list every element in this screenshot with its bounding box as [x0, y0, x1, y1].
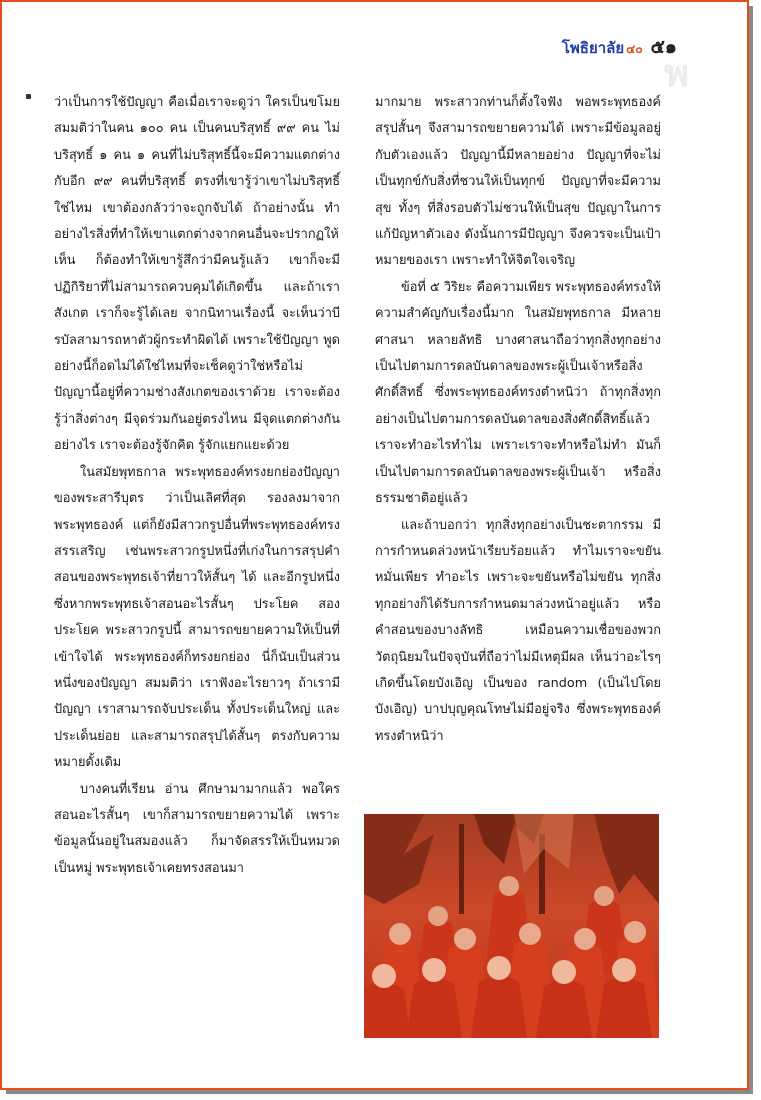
- magazine-logo: [562, 36, 643, 60]
- page-header: [562, 32, 677, 62]
- magazine-issue: ๔๐: [626, 42, 643, 56]
- paragraph: บางคนที่เรียน อ่าน ศึกษามามากแล้ว พอใครสอนอะไรสั้นๆ เขาก็สามารถขยายความได้ เพราะข้อมูลนั้นอยู่ในสมองแล้ว ก็มาจัดสรรให้เป็นหมวดเป็นหมู่ พระพุทธเจ้าเคยทรงสอนมา: [54, 781, 340, 876]
- page-number: ๕๑: [650, 36, 677, 58]
- bullet-mark: [26, 94, 31, 99]
- paragraph: ข้อที่ ๕ วิริยะ คือความเพียร พระพุทธองค์ทรงให้ความสำคัญกับเรื่องนี้มาก ในสมัยพุทธกาล มีหลายศาสนา หลายลัทธิ บางศาสนาถือว่าทุกสิ่งทุกอย่างเป็นไปตามการดลบันดาลของพระผู้เป็นเจ้าหรือสิ่งศักดิ์สิทธิ์ ซึ่งพระพุทธองค์ทรงตำหนิว่า ถ้าทุกสิ่งทุกอย่างเป็นไปตามการดลบันดาลของสิ่งศักดิ์สิทธิ์แล้ว เราจะทำอะไรทำไม เพราะเราจะทำหรือไม่ทำ มันก็เป็นไปตามการดลบันดาลของพระผู้เป็นเจ้า หรือสิ่งธรรมชาติอยู่แล้ว: [375, 279, 661, 507]
- paragraph: และถ้าบอกว่า ทุกสิ่งทุกอย่างเป็นชะตากรรม มีการกำหนดล่วงหน้าเรียบร้อยแล้ว ทำไมเราจะขยันหมั่นเพียร ทำอะไร เพราะจะขยันหรือไม่ขยัน ทุกสิ่งทุกอย่างก็ได้รับการกำหนดมาล่วงหน้าอยู่แล้ว หรือคำสอนของบางลัทธิ เหมือนความเชื่อของพวกวัตถุนิยมในปัจจุบันที่ถือว่าไม่มีเหตุมีผล เห็นว่าอะไรๆ เกิดขึ้นโดยบังเอิญ เป็นของ random (เป็นไปโดยบังเอิญ) บาปบุญคุณโทษไม่มีอยู่จริง ซึ่งพระพุทธองค์ทรงตำหนิว่า: [375, 517, 661, 744]
- right-column: [375, 90, 661, 750]
- monks-photo: [364, 814, 659, 1038]
- magazine-name: โพธิยาลัย: [561, 39, 625, 57]
- left-column: [54, 90, 340, 882]
- paragraph: ว่าเป็นการใช้ปัญญา คือเมื่อเราจะดูว่า ใครเป็นขโมย สมมติว่าในคน ๑๐๐ คน เป็นคนบริสุทธิ์ ๙๙ คน ไม่บริสุทธิ์ ๑ คน ๑ คนที่ไม่บริสุทธิ์นี้จะมีความแตกต่างกับอีก ๙๙ คนที่บริสุทธิ์ ตรงที่เขารู้ว่าเขาไม่บริสุทธิ์ใช่ไหม เขาต้องกลัวว่าจะถูกจับได้ ถ้าอย่างนั้น ทำอย่างไรสิ่งที่ทำให้เขาแตกต่างจากคนอื่นจะปรากฏให้เห็น ก็ต้องทำให้เขารู้สึกว่ามีคนรู้แล้ว เขาก็จะมีปฏิกิริยาที่ไม่สามารถควบคุมได้เกิดขึ้น และถ้าเราสังเกต เราก็จะรู้ได้เลย จากนิทานเรื่องนี้ จะเห็นว่าบีรบัลสามารถหาตัวผู้กระทำผิดได้ เพราะใช้ปัญญา พูดอย่างนี้ก็อดไม่ได้ใช่ไหมที่จะเช็คดูว่าใช่หรือไม่ ปัญญานี้อยู่ที่ความช่างสังเกตของเราด้วย เราจะต้องรู้ว่าสิ่งต่างๆ มีจุดร่วมกันอยู่ตรงไหน มีจุดแตกต่างกันอย่างไร เราจะต้องรู้จักคิด รู้จักแยกแยะด้วย: [54, 95, 340, 454]
- paragraph: ในสมัยพุทธกาล พระพุทธองค์ทรงยกย่องปัญญาของพระสารีบุตร ว่าเป็นเลิศที่สุด รองลงมาจากพระพุทธองค์ แต่ก็ยังมีสาวกรูปอื่นที่พระพุทธองค์ทรงสรรเสริญ เช่นพระสาวกรูปหนึ่งที่เก่งในการสรุปคำสอนของพระพุทธเจ้าที่ยาวให้สั้นๆ ได้ และอีกรูปหนึ่ง ซึ่งหากพระพุทธเจ้าสอนอะไรสั้นๆ ประโยค สองประโยค พระสาวกรูปนี้ สามารถขยายความให้เป็นที่เข้าใจได้ พระพุทธองค์ก็ทรงยกย่อง นี่ก็นับเป็นส่วนหนึ่งของปัญญา สมมติว่า เราฟังอะไรยาวๆ ถ้าเรามีปัญญา เราสามารถจับประเด็น ทั้งประเด็นใหญ่ และประเด็นย่อย และสามารถสรุปได้สั้นๆ ตรงกับความหมายดั้งเดิม: [54, 464, 340, 771]
- paragraph: มากมาย พระสาวกท่านก็ตั้งใจฟัง พอพระพุทธองค์สรุปสั้นๆ จึงสามารถขยายความได้ เพราะมีข้อมูลอยู่กับตัวเองแล้ว ปัญญานี้มีหลายอย่าง ปัญญาที่จะไม่เป็นทุกข์กับสิ่งที่ชวนให้เป็นทุกข์ ปัญญาที่จะมีความสุข ทั้งๆ ที่สิ่งรอบตัวไม่ชวนให้เป็นสุข ปัญญาในการแก้ปัญหาตัวเอง ดังนั้นการมีปัญญา จึงควรจะเป็นเป้าหมายของเรา เพราะทำให้จิตใจเจริญ: [375, 95, 661, 269]
- watermark-glyph: พ: [663, 50, 689, 95]
